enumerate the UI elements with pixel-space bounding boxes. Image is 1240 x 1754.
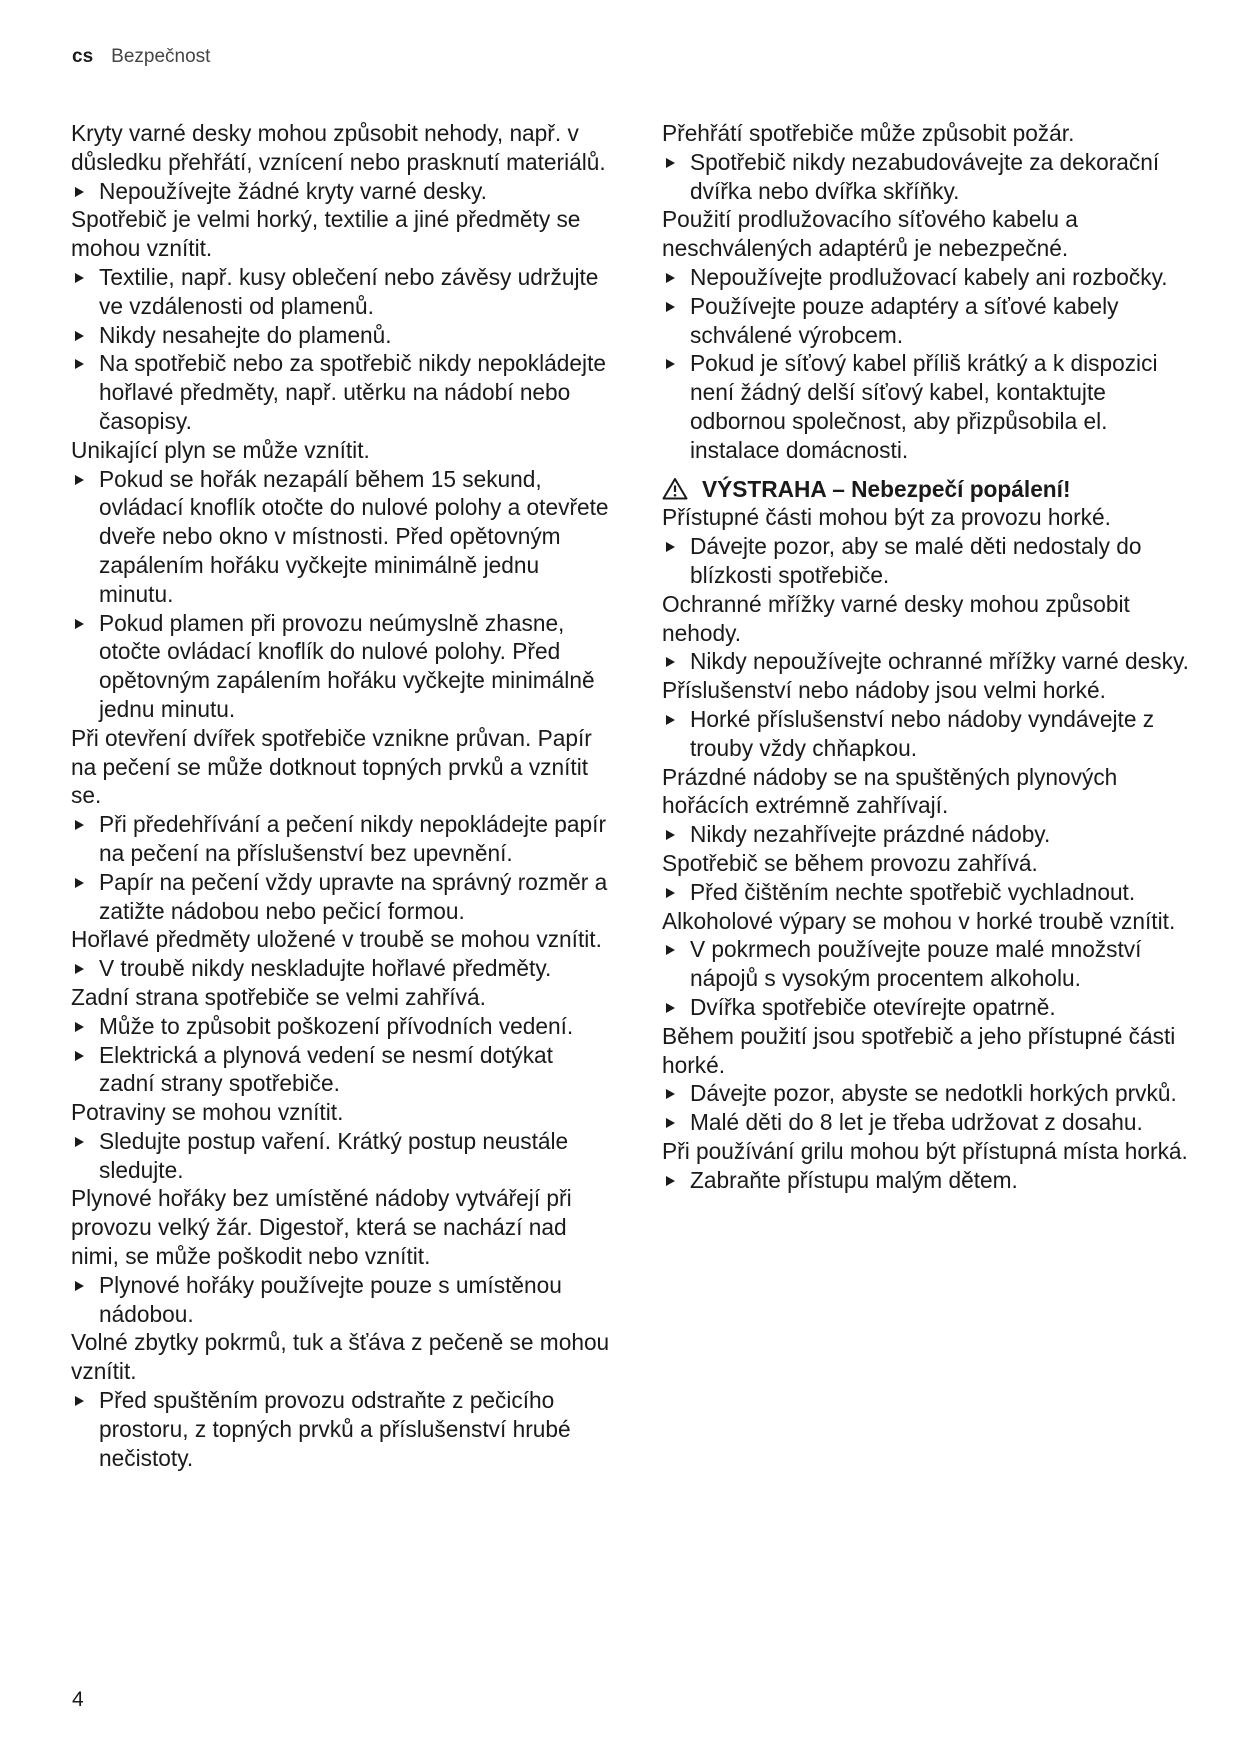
instruction-bullet: Nepoužívejte žádné kryty varné desky. xyxy=(71,177,611,206)
instruction-bullet: Pokud plamen při provozu neúmyslně zhasne, otočte ovládací knoflík do nulové polohy. Před opětovným zapálením hořáku vyčkejte minimálně jednu minutu. xyxy=(71,609,611,724)
instruction-bullet: Pokud je síťový kabel příliš krátký a k dispozici není žádný delší síťový kabel, kontaktujte odbornou společnost, aby přizpůsobila el. instalace domácnosti. xyxy=(662,349,1197,464)
paragraph: Potraviny se mohou vznítit. xyxy=(71,1099,344,1126)
instruction-bullet: Textilie, např. kusy oblečení nebo závěsy udržujte ve vzdálenosti od plamenů. xyxy=(71,263,611,321)
instruction-bullet: Nikdy nepoužívejte ochranné mřížky varné desky. xyxy=(662,647,1197,676)
paragraph: Hořlavé předměty uložené v troubě se mohou vznítit. xyxy=(71,926,602,953)
right-column xyxy=(662,119,1197,1194)
instruction-bullet: Před čištěním nechte spotřebič vychladnout. xyxy=(662,878,1197,907)
paragraph: Kryty varné desky mohou způsobit nehody, např. v důsledku přehřátí, vznícení nebo prasknutí materiálů. xyxy=(71,120,606,175)
paragraph: Přehřátí spotřebiče může způsobit požár. xyxy=(662,120,1075,146)
instruction-bullet: Před spuštěním provozu odstraňte z pečicího prostoru, z topných prvků a příslušenství hrubé nečistoty. xyxy=(71,1386,611,1472)
paragraph: Použití prodlužovacího síťového kabelu a neschválených adaptérů je nebezpečné. xyxy=(662,206,1078,262)
paragraph: Při otevření dvířek spotřebiče vznikne průvan. Papír na pečení se může dotknout topných prvků a vznítit se. xyxy=(71,724,592,809)
page-header xyxy=(72,46,210,68)
instruction-bullet: Malé děti do 8 let je třeba udržovat z dosahu. xyxy=(662,1108,1197,1137)
instruction-bullet: Na spotřebič nebo za spotřebič nikdy nepokládejte hořlavé předměty, např. utěrku na nádobí nebo časopisy. xyxy=(71,349,611,435)
section-title: Bezpečnost xyxy=(111,46,211,67)
instruction-bullet: Nikdy nesahejte do plamenů. xyxy=(71,321,611,350)
instruction-bullet: Elektrická a plynová vedení se nesmí dotýkat zadní strany spotřebiče. xyxy=(71,1041,611,1099)
instruction-bullet: Dávejte pozor, abyste se nedotkli horkých prvků. xyxy=(662,1079,1197,1108)
instruction-bullet: Spotřebič nikdy nezabudovávejte za dekorační dvířka nebo dvířka skříňky. xyxy=(662,148,1197,206)
paragraph: Volné zbytky pokrmů, tuk a šťáva z pečeně se mohou vznítit. xyxy=(71,1329,610,1385)
warning-heading xyxy=(662,475,1197,504)
instruction-bullet: V troubě nikdy neskladujte hořlavé předměty. xyxy=(71,954,611,983)
warning-heading-text: VÝSTRAHA – Nebezpečí popálení! xyxy=(702,475,1071,502)
paragraph: Prázdné nádoby se na spuštěných plynových hořácích extrémně zahřívají. xyxy=(662,763,1118,819)
instruction-bullet: Při předehřívání a pečení nikdy nepokládejte papír na pečení na příslušenství bez upevnění. xyxy=(71,810,611,868)
instruction-bullet: Papír na pečení vždy upravte na správný rozměr a zatižte nádobou nebo pečicí formou. xyxy=(71,868,611,926)
instruction-bullet: Nepoužívejte prodlužovací kabely ani rozbočky. xyxy=(662,263,1197,292)
paragraph: Při používání grilu mohou být přístupná místa horká. xyxy=(662,1137,1188,1164)
paragraph: Spotřebič se během provozu zahřívá. xyxy=(662,849,1038,876)
instruction-bullet: Zabraňte přístupu malým dětem. xyxy=(662,1166,1197,1195)
paragraph: Přístupné části mohou být za provozu horké. xyxy=(662,504,1111,531)
instruction-bullet: Používejte pouze adaptéry a síťové kabely schválené výrobcem. xyxy=(662,292,1197,350)
instruction-bullet: Plynové hořáky používejte pouze s umístěnou nádobou. xyxy=(71,1271,611,1329)
instruction-bullet: V pokrmech používejte pouze malé množství nápojů s vysokým procentem alkoholu. xyxy=(662,935,1197,993)
instruction-bullet: Dvířka spotřebiče otevírejte opatrně. xyxy=(662,993,1197,1022)
instruction-bullet: Horké příslušenství nebo nádoby vyndávejte z trouby vždy chňapkou. xyxy=(662,705,1197,763)
paragraph: Plynové hořáky bez umístěné nádoby vytvářejí při provozu velký žár. Digestoř, která se nachází nad nimi, se může poškodit nebo vznítit. xyxy=(71,1185,572,1270)
paragraph: Zadní strana spotřebiče se velmi zahřívá. xyxy=(71,983,486,1010)
warning-triangle-icon xyxy=(662,477,688,500)
instruction-bullet: Pokud se hořák nezapálí během 15 sekund, ovládací knoflík otočte do nulové polohy a otevřete dveře nebo okno v místnosti. Před opětovným zapálením hořáku vyčkejte minimálně jednu minutu. xyxy=(71,465,611,609)
instruction-bullet: Dávejte pozor, aby se malé děti nedostaly do blízkosti spotřebiče. xyxy=(662,532,1197,590)
page-number: 4 xyxy=(72,1688,84,1711)
paragraph: Unikající plyn se může vznítit. xyxy=(71,436,370,463)
left-column xyxy=(71,119,611,1472)
paragraph: Během použití jsou spotřebič a jeho přístupné části horké. xyxy=(662,1022,1176,1078)
instruction-bullet: Sledujte postup vaření. Krátký postup neustále sledujte. xyxy=(71,1127,611,1185)
paragraph: Ochranné mřížky varné desky mohou způsobit nehody. xyxy=(662,590,1130,646)
language-code: cs xyxy=(72,46,94,67)
instruction-bullet: Může to způsobit poškození přívodních vedení. xyxy=(71,1012,611,1041)
paragraph: Spotřebič je velmi horký, textilie a jiné předměty se mohou vznítit. xyxy=(71,206,581,262)
instruction-bullet: Nikdy nezahřívejte prázdné nádoby. xyxy=(662,820,1197,849)
paragraph: Alkoholové výpary se mohou v horké troubě vznítit. xyxy=(662,907,1176,934)
paragraph: Příslušenství nebo nádoby jsou velmi horké. xyxy=(662,677,1106,704)
